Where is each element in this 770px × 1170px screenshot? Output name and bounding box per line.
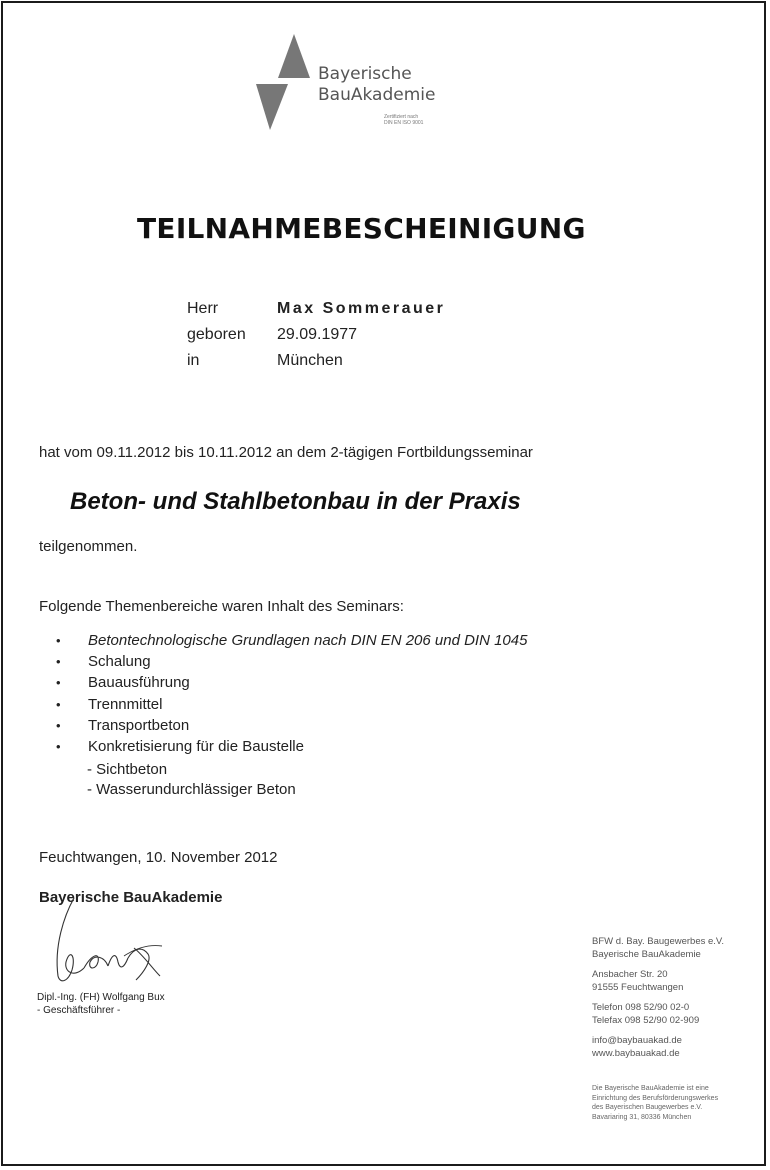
document-title: TEILNAHMEBESCHEINIGUNG: [137, 212, 586, 245]
bauakademie-logo-icon: [252, 32, 314, 132]
topic-item: [56, 630, 527, 651]
participant-name: Max Sommerauer: [277, 300, 446, 317]
note-line: Die Bayerische BauAkademie ist eine: [592, 1085, 709, 1092]
address-org-2: Bayerische BauAkademie: [592, 948, 701, 960]
subtopic-item: - Wasserundurchlässiger Beton: [87, 781, 296, 798]
note-line: Bavariaring 31, 80336 München: [592, 1113, 692, 1121]
topic-text: Schalung: [88, 653, 151, 671]
topic-item: [56, 736, 527, 757]
signatory-name: Dipl.-Ing. (FH) Wolfgang Bux: [37, 992, 165, 1003]
place-label: in: [187, 352, 200, 369]
salutation-label: Herr: [187, 300, 219, 317]
topic-item: [56, 672, 527, 693]
note-line: des Bayerischen Baugewerbes e.V.: [592, 1104, 703, 1111]
topic-text: Transportbeton: [88, 716, 190, 734]
seminar-title: Beton- und Stahlbetonbau in der Praxis: [70, 488, 521, 515]
bullet-icon: •: [56, 738, 61, 754]
address-street: Ansbacher Str. 20: [592, 969, 668, 980]
note-line: Einrichtung des Berufsförderungswerkes: [592, 1094, 719, 1102]
subtopic-item: - Sichtbeton: [87, 761, 168, 778]
handwritten-signature-icon: [44, 896, 174, 988]
logo-line-2: BauAkademie: [318, 85, 436, 105]
address-org-1: BFW d. Bay. Baugewerbes e.V.: [592, 936, 725, 947]
place-date: Feuchtwangen, 10. November 2012: [39, 849, 278, 866]
address-fax: Telefax 098 52/90 02-909: [592, 1014, 700, 1026]
born-label: geboren: [187, 326, 246, 343]
topics-list: [56, 630, 527, 757]
bullet-icon: •: [56, 717, 61, 733]
born-date: 29.09.1977: [277, 326, 358, 343]
address-email: info@baybauakad.de: [592, 1035, 682, 1046]
bullet-icon: •: [56, 675, 61, 691]
topic-item: [56, 694, 527, 715]
topic-text: Betontechnologische Grundlagen nach DIN EN 206 und DIN 1045: [88, 632, 528, 649]
topic-item: [56, 651, 527, 672]
organization-name: Bayerische BauAkademie: [39, 889, 223, 906]
bullet-icon: •: [56, 696, 61, 712]
logo-line-1: Bayerische: [318, 64, 412, 84]
bullet-icon: •: [56, 633, 61, 648]
topic-item: [56, 715, 527, 736]
logo-cert-line-2: DIN EN ISO 9001: [384, 120, 424, 126]
address-city: 91555 Feuchtwangen: [592, 981, 684, 993]
topic-text: Konkretisierung für die Baustelle: [88, 737, 304, 755]
topics-heading: Folgende Themenbereiche waren Inhalt des Seminars:: [39, 598, 404, 615]
logo-certification: [384, 114, 423, 126]
topic-text: Bauausführung: [88, 674, 190, 692]
address-note: [592, 1084, 718, 1122]
participated-text: teilgenommen.: [39, 538, 138, 555]
logo-cert-line-1: Zertifiziert nach: [384, 114, 419, 120]
logo-wordmark: [318, 64, 435, 106]
address-web: www.baybauakad.de: [592, 1047, 680, 1059]
address-phone: Telefon 098 52/90 02-0: [592, 1002, 690, 1013]
topic-text: Trennmittel: [88, 695, 163, 713]
intro-text: hat vom 09.11.2012 bis 10.11.2012 an dem 2-tägigen Fortbildungsseminar: [39, 444, 533, 461]
birth-place: München: [277, 352, 343, 369]
signatory-role: - Geschäftsführer -: [37, 1005, 121, 1016]
address-block: [592, 936, 724, 1060]
bullet-icon: •: [56, 654, 61, 670]
